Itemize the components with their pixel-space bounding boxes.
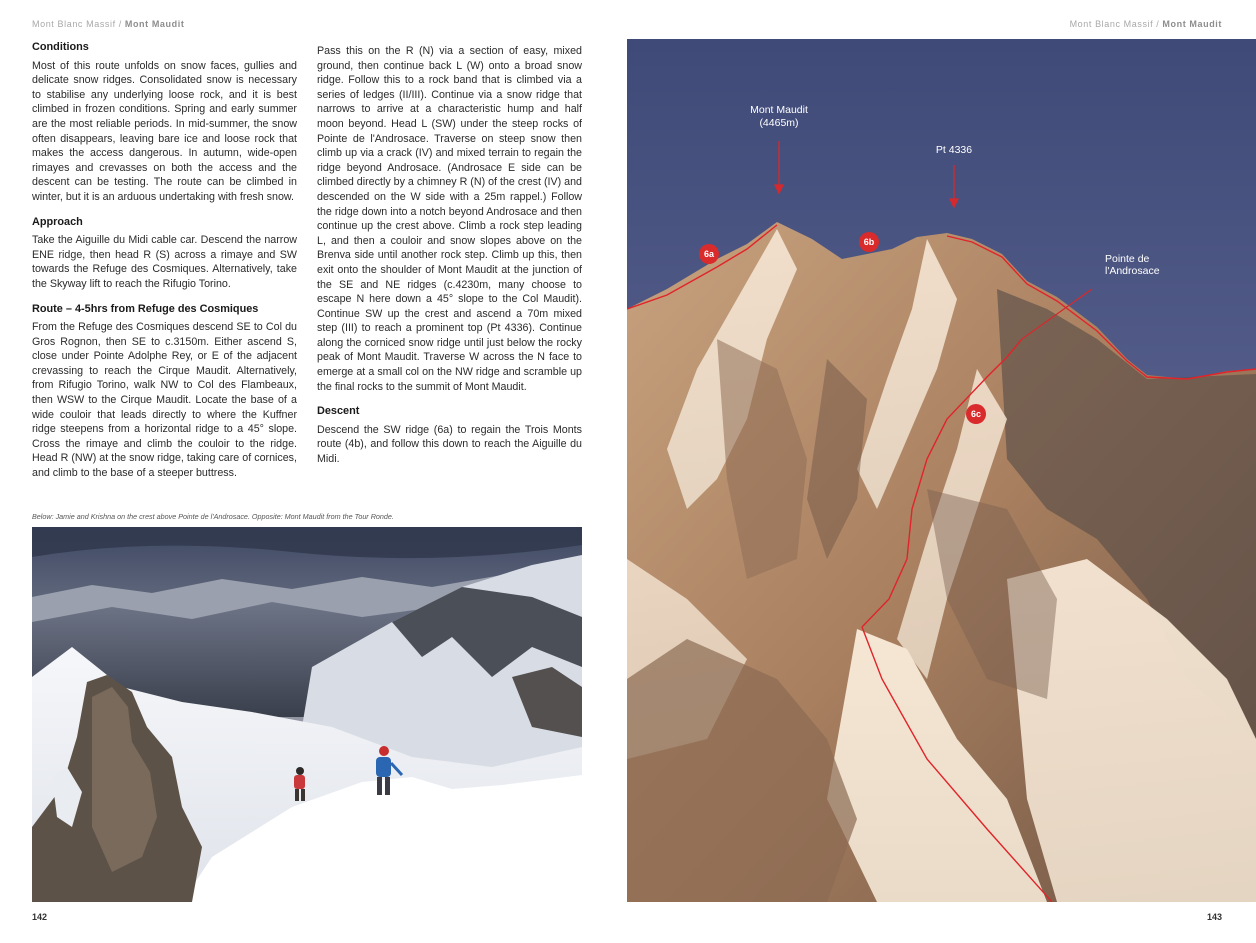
summit-name-label: Mont Maudit (750, 104, 808, 116)
route-continued-paragraph: Pass this on the R (N) via a section of easy, mixed ground, then continue back L (W) onto a broad snow ridge. Follow this to a rock band that is climbed via a series of ledges (II/III). Continue via a snow ridge that narrows to arrive at a characteristic hump and half moon beyond. Head L (SW) under the steep rocks of Pointe de l'Androsace. Traverse on steep snow then climb up via a crack (IV) and mixed terrain to regain the ridge beyond Androsace. (Androsace E side can be climbed directly by a chimney R (N) of the crest (IV) and descended on the W side with a 25m rappel.) Follow the ridge down into a notch beyond Androsace and then continue up the crest above. Climb a rock step leading L, and then a couloir and snow slopes above on the Brenva side until another rock step. Climb up this, then exit onto the shoulder of Mont Maudit at the junction of the SE and NE ridges (c.4230m, many choose to escape N here down a 45° slope to the Col Maudit). Continue SW up the crest and ascend a 70m mixed step (III) to reach a prominent top (Pt 4336). Continue along the corniced snow ridge until just below the rocky peak of Mont Maudit. Traverse W across the N face to emerge at a small col on the NW ridge and scramble up the final rocks to the summit of Mont Maudit. (317, 45, 582, 393)
text-column-left (32, 40, 297, 491)
route-badge-6a (699, 244, 719, 264)
route-badge-label: 6c (970, 409, 982, 419)
header-title: Mont Maudit (124, 19, 185, 29)
androsace-label-line2: l'Androsace (1105, 265, 1160, 277)
route-badge-label: 6b (863, 237, 875, 247)
header-series: Mont Blanc Massif (32, 19, 116, 29)
descent-heading: Descent (317, 405, 360, 418)
header-series: Mont Blanc Massif (1069, 19, 1154, 29)
approach-heading: Approach (32, 215, 83, 228)
summit-height-label: (4465m) (759, 117, 799, 129)
page-number-left: 142 (32, 912, 48, 922)
route-paragraph: From the Refuge des Cosmiques descend SE to Col du Gros Rognon, then SE to c.3150m. Either ascend S, close under Pointe Adolphe Rey, or E of the adjacent crevassing to reach the Cirque Maudit. Alternatively, from Rifugio Torino, walk NW to Col des Flambeaux, then WSW to the Cirque Maudit. Locate the base of a wide couloir that leads directly to where the Kuffner ridge steepens from a horizontal ridge to a 45° slope. Cross the rimaye and climb the couloir to the ridge. Head R (NW) at the snow ridge, taking care of cornices, and climb to the base of a steeper buttress. (32, 321, 297, 480)
pt4336-label: Pt 4336 (935, 144, 973, 156)
descent-paragraph: Descend the SW ridge (6a) to regain the Trois Monts route (4b), and follow this down to reach the Aiguille du Midi. (317, 423, 582, 466)
androsace-label-line1: Pointe de (1105, 253, 1150, 265)
mont-maudit-topo (627, 39, 1256, 902)
page-number-right: 143 (1206, 912, 1222, 922)
climbers-photo-illustration (32, 527, 582, 902)
route-badge-6b (859, 232, 879, 252)
running-header-left (32, 19, 184, 29)
header-separator: / (118, 19, 122, 29)
route-heading: Route – 4-5hrs from Refuge des Cosmiques (32, 302, 259, 315)
climbers-photo (32, 527, 582, 902)
mont-maudit-topo-photo (627, 39, 1256, 902)
running-header-right (1070, 19, 1222, 29)
approach-paragraph: Take the Aiguille du Midi cable car. Descend the narrow ENE ridge, then head R (S) across a rimaye and SW towards the Refuge des Cosmiques. Alternatively, take the Skyway lift to reach the Rifugio Torino. (32, 234, 297, 290)
route-badge-6c (966, 404, 986, 424)
photo-caption: Below: Jamie and Krishna on the crest above Pointe de l'Androsace. Opposite: Mont Maudit from the Tour Ronde. (32, 512, 394, 521)
header-title: Mont Maudit (1162, 19, 1222, 29)
conditions-heading: Conditions (32, 41, 89, 53)
header-separator: / (1156, 19, 1160, 29)
conditions-paragraph: Most of this route unfolds on snow faces, gullies and delicate snow ridges. Consolidated snow is necessary to stabilise any underlying loose rock, and it is best climbed in frozen conditions. Spring and early summer are the most reliable periods. In mid-summer, the snow often disappears, leaving bare ice and loose rock that makes the access dangerous. In autumn, wide-open rimayes and crevasses on both the access and the descent can be testing. The route can be climbed in winter, but it is an arduous undertaking with fresh snow. (32, 59, 297, 203)
text-column-middle (317, 44, 582, 477)
route-badge-label: 6a (703, 249, 715, 259)
